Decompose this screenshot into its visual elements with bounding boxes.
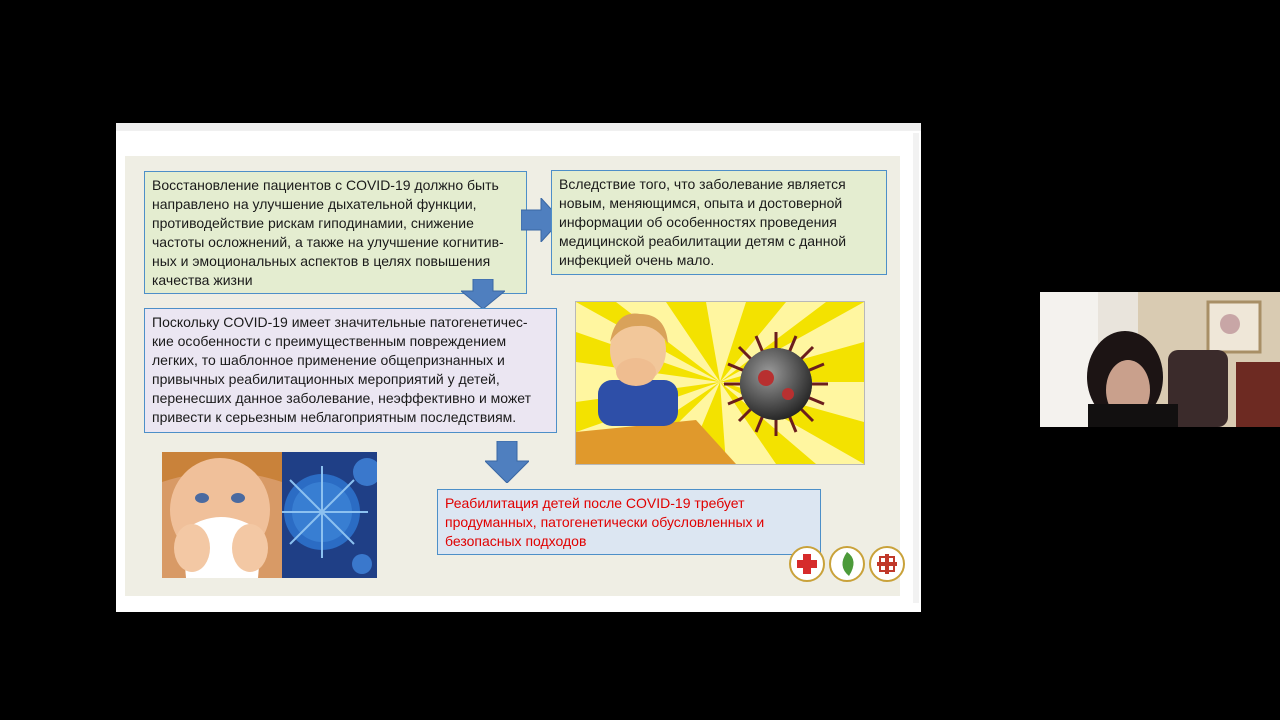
text-box-conclusion <box>437 489 821 555</box>
child-and-virus-illustration <box>575 301 865 465</box>
text-box-conclusion-text: Реабилитация детей после COVID-19 требует продуманных, патогенетически обусловленных и безопасных подходов <box>445 495 765 549</box>
text-box-pathogenetic-features <box>144 308 557 433</box>
medical-cross-logo <box>789 546 825 582</box>
text-box-restoration-text: Восстановление пациентов с COVID-19 должно быть направлено на улучшение дыхательной функции, противодействие рискам гиподинамии, снижение частоты осложнений, а также на улучшение когнитив-ных и эмоциональных аспектов в целях повышения качества жизни <box>152 177 504 288</box>
text-box-insufficient-info <box>551 170 887 275</box>
text-box-restoration <box>144 171 527 294</box>
participant-video-tile[interactable] <box>1040 292 1280 427</box>
text-box-insufficient-info-text: Вследствие того, что заболевание является новым, меняющимся, опыта и достоверной информации об особенностях проведения медицинской реабилитации детям с данной инфекцией очень мало. <box>559 176 847 268</box>
leaf-logo <box>829 546 865 582</box>
shared-slide-window <box>116 123 921 612</box>
presentation-slide <box>125 156 900 596</box>
institution-logos <box>789 546 905 582</box>
child-sneezing-photo <box>162 452 377 578</box>
slide-window-header <box>116 123 921 131</box>
arrow-down-icon <box>485 441 529 483</box>
text-box-pathogenetic-features-text: Поскольку COVID-19 имеет значительные патогенетичес-кие особенности с преимущественным повреждением легких, то шаблонное применение общепризнанных и привычных реабилитационных мероприятий у детей, перенесших данное заболевание, неэффективно и может привести к серьезным неблагоприятным последствиям. <box>152 314 532 425</box>
slide-scrollbar[interactable] <box>913 133 919 603</box>
arrow-down-icon <box>461 279 505 309</box>
emblem-logo <box>869 546 905 582</box>
